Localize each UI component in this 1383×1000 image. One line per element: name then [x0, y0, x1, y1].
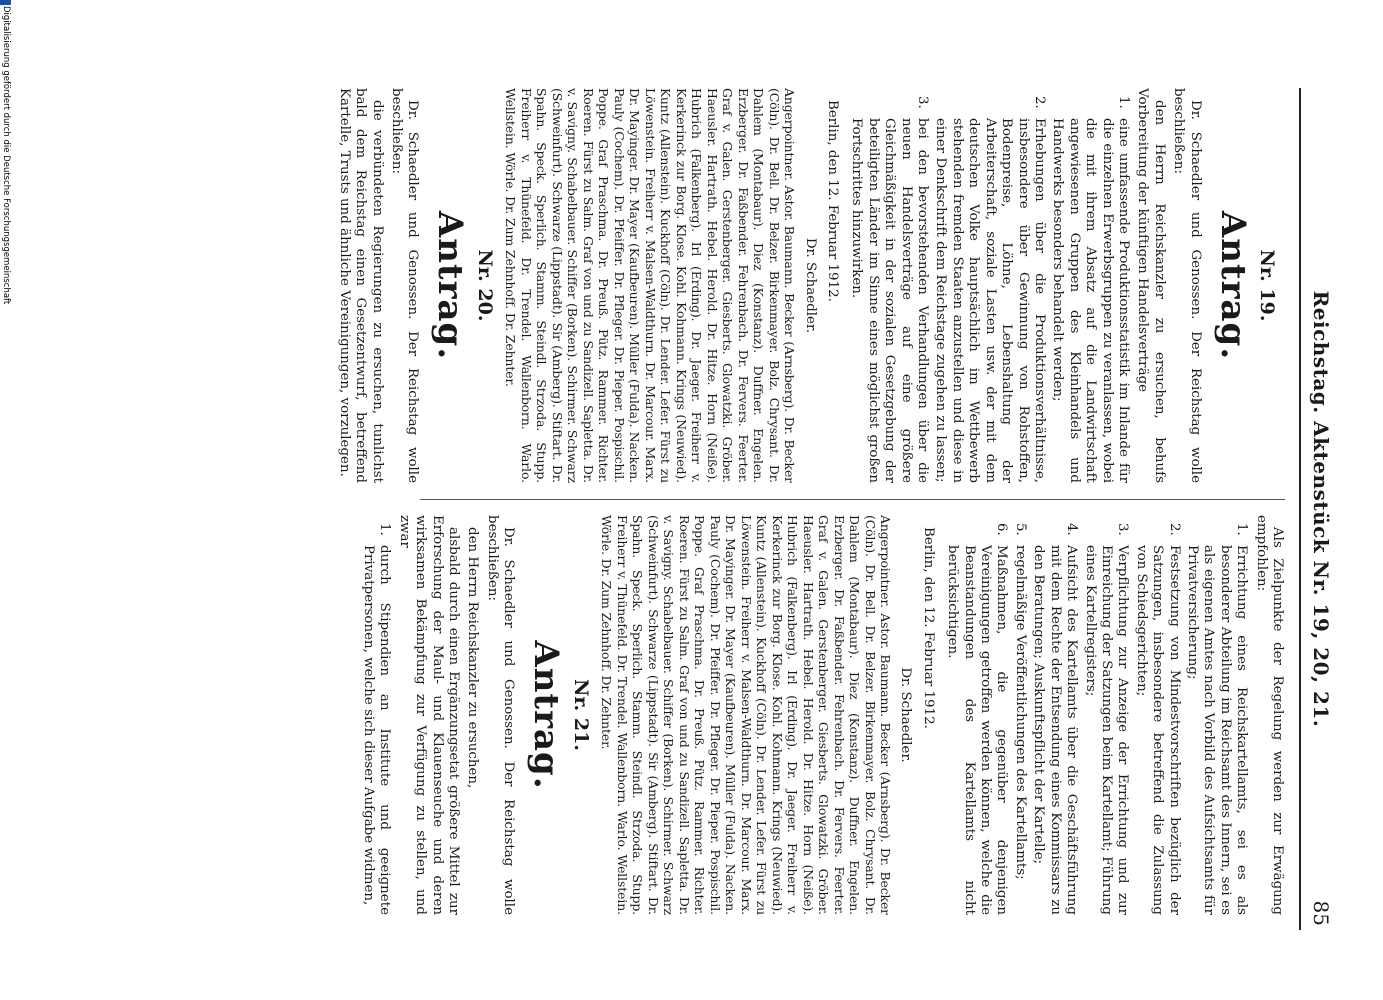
- motion-intro: Dr. Schaedler und Genossen. Der Reichstag wolle beschließen:: [1171, 88, 1203, 483]
- list-item-number: 2.: [1166, 523, 1182, 536]
- motion-heading: Antrag.: [526, 640, 567, 790]
- motion-intro: Als Zielpunkte der Regelung werden zur Erwägung empfohlen:: [1253, 515, 1285, 915]
- footer-text: Digitalisierung gefördert durch die Deutsche Forschungsgemeinschaft: [1, 6, 11, 305]
- list-item-text: Festsetzung von Mindestvorschriften bezüglich der Satzungen, insbesondere betreffend die Zulassung von Schiedsgerichten;: [1133, 545, 1182, 915]
- motion-19: [503, 88, 1278, 483]
- list-item-text: Verpflichtung zur Anzeige der Errichtung und zur Einreichung der Satzungen beim Kartellamt; Führung eines Kartellregisters;: [1082, 545, 1131, 915]
- list-item-number: 3.: [1115, 523, 1131, 536]
- right-column: [115, 515, 1285, 915]
- list-item-number: 5.: [1012, 523, 1028, 536]
- motion-number: Nr. 21.: [569, 679, 592, 751]
- motion-signer: Dr. Schaedler.: [898, 667, 914, 763]
- motion-signer: Dr. Schaedler.: [802, 237, 818, 334]
- list-item: [1049, 96, 1131, 483]
- motion-request: den Herrn Reichskanzler zu ersuchen,: [465, 527, 481, 789]
- list-item: [1030, 523, 1079, 915]
- digitization-footer: [0, 0, 11, 1000]
- list-item-text: regelmäßige Veröffentlichungen des Kartellamts;: [1012, 545, 1028, 880]
- motion-number: Nr. 19.: [1256, 249, 1278, 322]
- list-item: [1132, 523, 1181, 915]
- list-item: [360, 523, 393, 915]
- list-item-number: 3.: [915, 96, 931, 109]
- motion-heading: Antrag.: [1212, 210, 1253, 361]
- motion-date: Berlin, den 12. Februar 1912.: [825, 100, 841, 302]
- list-item-number: 1.: [1115, 96, 1131, 109]
- motion-20: [335, 88, 496, 483]
- left-column: [115, 88, 1285, 483]
- list-item: [932, 96, 1047, 483]
- motion-20-continued: [599, 515, 1285, 915]
- list-item: [1081, 523, 1130, 915]
- motion-body: die verbündeten Regierungen zu ersuchen, tunlichst bald dem Reichstag einen Gesetzentwurf, betreffend Kartelle, Trusts und ähnliche Vereinigungen, vorzulegen.: [336, 88, 385, 483]
- list-item-number: 1.: [377, 523, 393, 536]
- list-item: [944, 523, 1010, 915]
- list-item: [1184, 523, 1250, 915]
- motion-intro: Dr. Schaedler und Genossen. Der Reichstag wolle beschließen:: [388, 88, 421, 483]
- cosigner-list: Angerpointner. Astor. Baumann. Becker (Arnsberg). Dr. Becker (Cöln). Dr. Bell. Dr. Belzer. Birkenmayer. Bolz. Chrysant. Dr. Dahlem (Montabaur). Diez (Konstanz). Duffner. Engelen. Erzberger. Dr. Faßbender. Fehrenbach. Dr. Fervers. Feerter. Graf v. Galen. Gerstenberger. Giesberts. Glowatzki. Gröber. Haeusler. Hartrath. Hebel. Herold. Dr. Hitze. Horn (Neiße). Hubrich (Falkenberg). Irl (Erding). Dr. Jaeger. Freiherr v. Kerkerinck zur Borg. Klose. Kohl. Kohmann. Krings (Neuwied). Kuntz (Allenstein). Kuckhoff (Cöln). Dr. Lender. Lefer. Fürst zu Löwenstein. Freiherr v. Malsen-Waldthurn. Dr. Marcour. Marx. Dr. Mayinger. Dr. Mayer (Kaufbeuren). Müller (Fulda). Nacken. Pauly (Cochem). Dr. Pfeiffer. Dr. Pfleger. Dr. Pieper. Pospischil. Poppe. Graf Praschma. Dr. Preuß. Pütz. Rammer. Richter. Roeren. Fürst zu Salm. Graf von und zu Sandizell. Sapletta. Dr. v. Savigny. Schabelbauer. Schiffer (Borken). Schirmer. Schwarz (Schweinfurt). Schwarze (Lippstadt). Sir (Amberg). Stiftart. Dr. Spahn. Speck. Sperlich. Stamm. Steindl. Strzoda. Stupp. Freiherr v. Thünefeld. Dr. Trendel. Wallenborn. Warlo. Wellstein. Wörle. Dr. Zum Zehnhoff. Dr. Zehnter.: [503, 88, 798, 483]
- motion-heading: Antrag.: [430, 210, 471, 361]
- dfg-logo: [0, 0, 11, 5]
- column-divider: [420, 499, 1285, 500]
- page-header-title: Reichstag. Aktenstück Nr. 19, 20, 21.: [1309, 290, 1333, 728]
- motion-21: [360, 515, 592, 915]
- list-item-text: Aufsicht des Kartellamts über die Geschäftsführung mit dem Rechte der Entsendung eines Kommissars zu den Beratungen; Auskunftspflicht der Kartelle;: [1031, 545, 1080, 915]
- motion-intro: Dr. Schaedler und Genossen. Der Reichstag wolle beschließen:: [484, 515, 517, 915]
- list-item-text: Erhebungen über die Produktionsverhältnisse, insbesondere über Gewinnung von Rohstoffen, Bodenpreise, Löhne, Lebenshaltung der Arbeiterschaft, soziale Lasten usw. der mit dem deutschen Volke hauptsächlich im Wettbewerb stehenden fremden Staaten anzustellen und diese in einer Denkschrift dem Reichstage zugehen zu lassen;: [933, 118, 1047, 483]
- motion-number: Nr. 20.: [473, 249, 496, 322]
- list-item-text: Maßnahmen, die gegenüber denjenigen Vereinigungen getroffen werden können, welche die Beanstandungen des Kartellamts nicht berücksichtigen.: [945, 545, 1010, 915]
- list-item-text: bei den bevorstehenden Verhandlungen über die neuen Handelsverträge auf eine größere Gleichmäßigkeit in der sozialen Gesetzgebung der beteiligten Länder im Sinne eines möglichst großen Fortschrittes hinzuwirken.: [849, 118, 931, 483]
- list-item-text: durch Stipendien an Institute und geeignete Privatpersonen, welche sich dieser Aufgabe widmen,: [360, 545, 393, 915]
- cosigner-list: Angerpointner. Astor. Baumann. Becker (Arnsberg). Dr. Becker (Cöln). Dr. Bell. Dr. Belzer. Birkenmayer. Bolz. Chrysant. Dr. Dahlem (Montabaur). Diez (Konstanz). Duffner. Engelen. Erzberger. Dr. Faßbender. Fehrenbach. Dr. Fervers. Feerter. Graf v. Galen. Gerstenberger. Giesberts. Glowatzki. Gröber. Haeusler. Hartrath. Hebel. Herold. Dr. Hitze. Horn (Neiße). Hubrich (Falkenberg). Irl (Erding). Dr. Jaeger. Freiherr v. Kerkerinck zur Borg. Klose. Kohl. Kohmann. Krings (Neuwied). Kuntz (Allenstein). Kuckhoff (Cöln). Dr. Lender. Lefer. Fürst zu Löwenstein. Freiherr v. Malsen-Waldthurn. Dr. Marcour. Marx. Dr. Mayinger. Dr. Mayer (Kaufbeuren). Müller (Fulda). Nacken. Pauly (Cochem). Dr. Pfeiffer. Dr. Pfleger. Dr. Pieper. Pospischil. Poppe. Graf Praschma. Dr. Preuß. Pütz. Rammer. Richter. Roeren. Fürst zu Salm. Graf von und zu Sandizell. Sapletta. Dr. v. Savigny. Schabelbauer. Schiffer (Borken). Schirmer. Schwarz (Schweinfurt). Schwarze (Lippstadt). Sir (Amberg). Stiftart. Dr. Spahn. Speck. Sperlich. Stamm. Steindl. Strzoda. Stupp. Freiherr v. Thünefeld. Dr. Trendel. Wallenborn. Warlo. Wellstein. Wörle. Dr. Zum Zehnhoff. Dr. Zehnter.: [599, 515, 894, 915]
- list-item: [1012, 523, 1028, 915]
- list-item-text: Errichtung eines Reichskartellamts, sei es als besonderer Abteilung im Reichsamt des Innern, sei es als eigenen Amtes nach Vorbild des Aufsichtsamts für Privatversicherung;: [1184, 545, 1250, 915]
- list-item-number: 1.: [1234, 523, 1250, 536]
- list-item-number: 6.: [994, 523, 1010, 536]
- list-item-number: 2.: [1031, 96, 1047, 109]
- motion-body: alsbald durch einen Ergänzungsetat größere Mittel zur Erforschung der Maul- und Klauenseuche und deren wirksamen Bekämpfung zur Verfügung zu stellen, und zwar: [396, 515, 461, 915]
- motion-request: den Herrn Reichskanzler zu ersuchen, behufs Vorbereitung der künftigen Handelsverträge: [1135, 88, 1167, 483]
- page-number: 85: [1309, 900, 1333, 926]
- list-item-number: 4.: [1064, 523, 1080, 536]
- list-item: [848, 96, 930, 483]
- page-header: [1299, 88, 1341, 930]
- motion-date: Berlin, den 12. Februar 1912.: [920, 527, 936, 729]
- list-item-text: eine umfassende Produktionsstatistik im Inlande für die einzelnen Erwerbsgruppen zu veranlassen, wobei die mit ihrem Absatz auf die Landwirtschaft angewiesenen Gruppen des Kleinhandels und Handwerks besonders behandelt werden;: [1050, 118, 1131, 483]
